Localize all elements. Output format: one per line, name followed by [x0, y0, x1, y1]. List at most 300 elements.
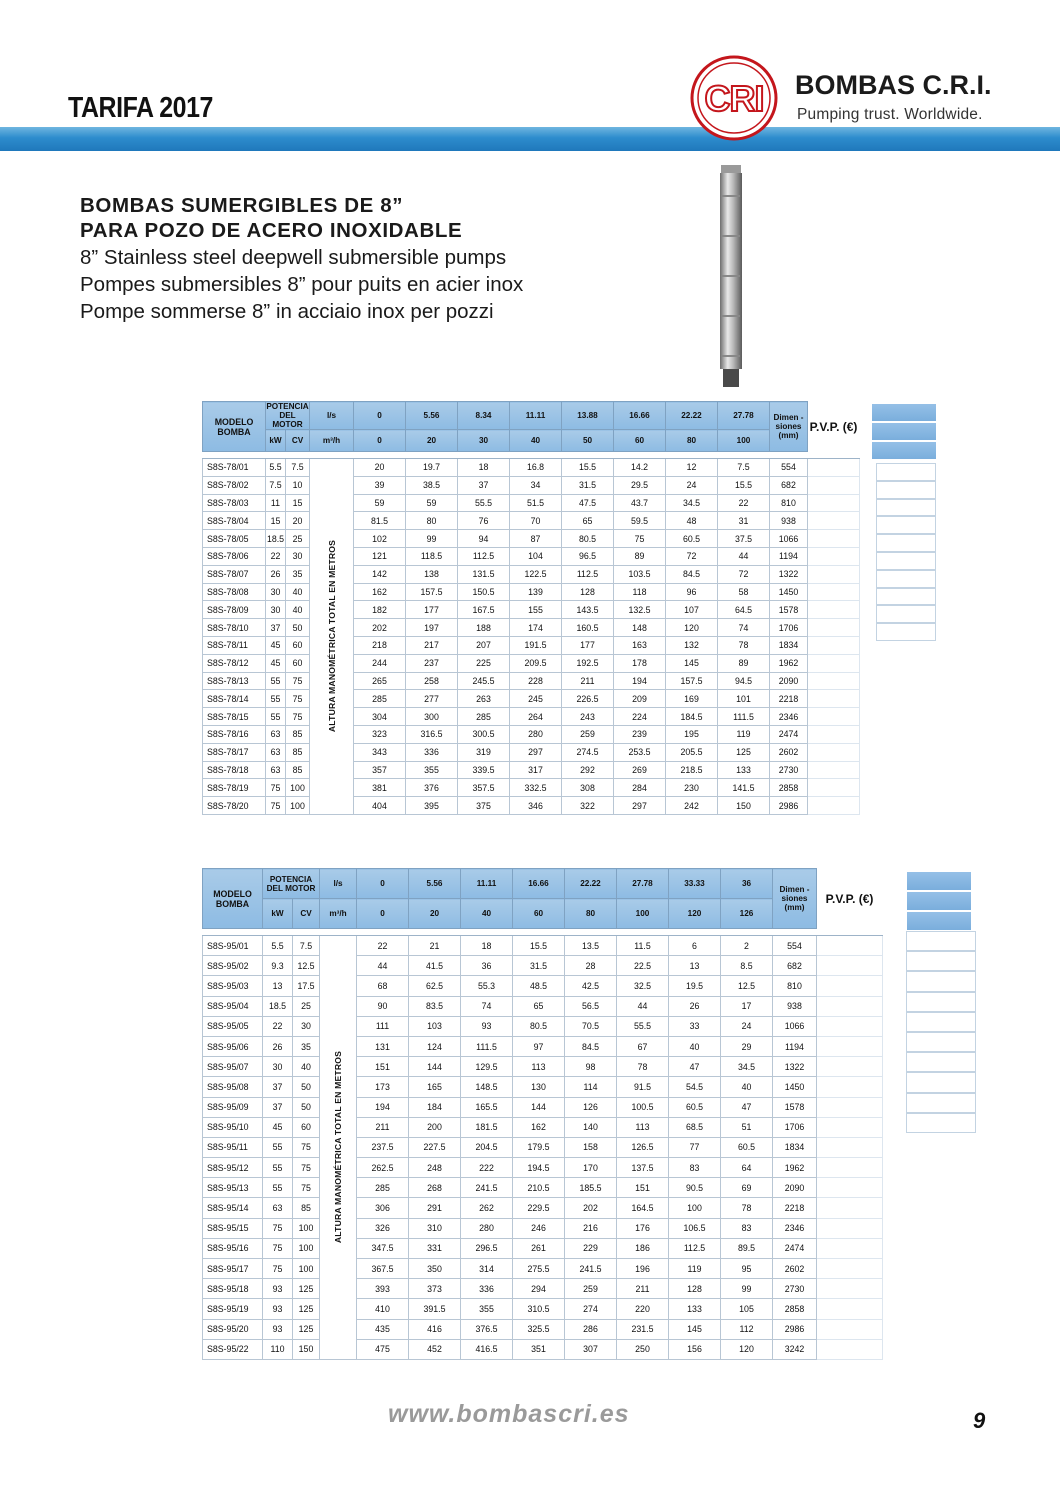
head-value-cell: 19.7 — [406, 459, 458, 477]
table-row — [203, 459, 860, 477]
head-value-cell: 60.5 — [721, 1137, 773, 1157]
cv-cell: 40 — [286, 583, 310, 601]
head-value-cell: 140 — [565, 1117, 617, 1137]
empty-box — [876, 552, 936, 570]
head-value-cell: 62.5 — [409, 976, 461, 996]
kw-cell: 75 — [263, 1218, 293, 1238]
kw-cell: 93 — [263, 1319, 293, 1339]
cv-cell: 50 — [293, 1077, 320, 1097]
head-value-cell: 376 — [406, 779, 458, 797]
kw-cell: 26 — [263, 1036, 293, 1056]
price-cell — [817, 1259, 883, 1279]
flow-ls: 8.34 — [458, 402, 510, 430]
table-row — [203, 1137, 883, 1157]
head-value-cell: 269 — [614, 761, 666, 779]
head-value-cell: 202 — [565, 1198, 617, 1218]
flow-ls: 13.88 — [562, 402, 614, 430]
brand-name: BOMBAS C.R.I. — [795, 70, 992, 100]
kw-cell: 11 — [266, 494, 286, 512]
head-value-cell: 111 — [357, 1016, 409, 1036]
model-cell: S8S-78/02 — [203, 476, 266, 494]
table-row — [203, 1158, 883, 1178]
pump-table-95 — [202, 868, 883, 1360]
dims-cell: 2474 — [773, 1238, 817, 1258]
dims-cell: 1834 — [770, 636, 808, 654]
head-value-cell: 207 — [458, 636, 510, 654]
cv-cell: 30 — [293, 1016, 320, 1036]
head-value-cell: 246 — [513, 1218, 565, 1238]
head-value-cell: 343 — [354, 743, 406, 761]
head-value-cell: 6 — [669, 936, 721, 956]
empty-box — [871, 403, 937, 422]
head-value-cell: 132.5 — [614, 601, 666, 619]
cv-cell: 100 — [293, 1218, 320, 1238]
flow-m3h: 80 — [565, 899, 617, 929]
head-value-cell: 70 — [510, 512, 562, 530]
head-value-cell: 19.5 — [669, 976, 721, 996]
kw-cell: 15 — [266, 512, 286, 530]
table-row — [203, 601, 860, 619]
head-value-cell: 47.5 — [562, 494, 614, 512]
head-value-cell: 179.5 — [513, 1137, 565, 1157]
pump-image — [718, 165, 744, 387]
flow-m3h: 100 — [718, 430, 770, 452]
head-value-cell: 210.5 — [513, 1178, 565, 1198]
head-value-cell: 259 — [565, 1279, 617, 1299]
head-value-cell: 145 — [669, 1319, 721, 1339]
head-value-cell: 91.5 — [617, 1077, 669, 1097]
table-row — [203, 779, 860, 797]
head-value-cell: 319 — [458, 743, 510, 761]
head-axis-label: ALTURA MANOMÉTRICA TOTAL EN METROS — [326, 540, 337, 733]
table-row — [203, 1077, 883, 1097]
dims-cell: 810 — [770, 494, 808, 512]
cri-logo — [690, 55, 778, 141]
dims-cell: 1066 — [770, 530, 808, 548]
head-value-cell: 143.5 — [562, 601, 614, 619]
head-value-cell: 163 — [614, 636, 666, 654]
model-cell: S8S-78/14 — [203, 690, 266, 708]
model-cell: S8S-78/13 — [203, 672, 266, 690]
head-value-cell: 118 — [614, 583, 666, 601]
head-value-cell: 78 — [617, 1057, 669, 1077]
price-cell — [817, 956, 883, 976]
head-value-cell: 155 — [510, 601, 562, 619]
head-value-cell: 128 — [562, 583, 614, 601]
head-value-cell: 331 — [409, 1238, 461, 1258]
table-row — [203, 565, 860, 583]
table-row — [203, 530, 860, 548]
head-value-cell: 31 — [718, 512, 770, 530]
empty-box — [876, 516, 936, 534]
kw-cell: 45 — [266, 654, 286, 672]
flow-m3h: 120 — [669, 899, 721, 929]
price-cell — [808, 636, 860, 654]
kw-cell: 22 — [263, 1016, 293, 1036]
model-cell: S8S-78/09 — [203, 601, 266, 619]
head-value-cell: 211 — [357, 1117, 409, 1137]
head-value-cell: 16.8 — [510, 459, 562, 477]
cv-cell: 60 — [286, 636, 310, 654]
price-cell — [808, 601, 860, 619]
head-value-cell: 351 — [513, 1339, 565, 1359]
price-cell — [817, 1198, 883, 1218]
head-value-cell: 37 — [458, 476, 510, 494]
table-row — [203, 725, 860, 743]
dims-cell: 682 — [770, 476, 808, 494]
head-value-cell: 222 — [461, 1158, 513, 1178]
empty-box — [876, 463, 936, 481]
model-cell: S8S-95/09 — [203, 1097, 263, 1117]
col-cv-header: CV — [286, 430, 310, 452]
price-cell — [808, 512, 860, 530]
col-power-header: POTENCIA DEL MOTOR — [263, 869, 320, 899]
head-value-cell: 229.5 — [513, 1198, 565, 1218]
head-value-cell: 74 — [461, 996, 513, 1016]
model-cell: S8S-95/06 — [203, 1036, 263, 1056]
col-cv-header: CV — [293, 899, 320, 929]
head-value-cell: 34.5 — [666, 494, 718, 512]
head-value-cell: 357 — [354, 761, 406, 779]
table-row — [203, 1259, 883, 1279]
head-value-cell: 31.5 — [513, 956, 565, 976]
head-value-cell: 224 — [614, 708, 666, 726]
head-value-cell: 292 — [562, 761, 614, 779]
table-row — [203, 1178, 883, 1198]
head-value-cell: 174 — [510, 619, 562, 637]
head-value-cell: 204.5 — [461, 1137, 513, 1157]
col-power-header: POTENCIA DEL MOTOR — [266, 402, 309, 429]
head-value-cell: 118.5 — [406, 547, 458, 565]
head-value-cell: 176 — [617, 1218, 669, 1238]
cv-cell: 85 — [286, 743, 310, 761]
kw-cell: 110 — [263, 1339, 293, 1359]
head-value-cell: 41.5 — [409, 956, 461, 976]
head-value-cell: 64.5 — [718, 601, 770, 619]
head-value-cell: 80.5 — [513, 1016, 565, 1036]
head-value-cell: 132 — [666, 636, 718, 654]
head-value-cell: 376.5 — [461, 1319, 513, 1339]
cv-cell: 40 — [286, 601, 310, 619]
head-value-cell: 144 — [513, 1097, 565, 1117]
head-value-cell: 410 — [357, 1299, 409, 1319]
flow-m3h: 40 — [510, 430, 562, 452]
head-value-cell: 80 — [406, 512, 458, 530]
head-value-cell: 69 — [721, 1178, 773, 1198]
model-cell: S8S-95/10 — [203, 1117, 263, 1137]
head-value-cell: 12.5 — [721, 976, 773, 996]
head-value-cell: 99 — [406, 530, 458, 548]
head-value-cell: 51 — [721, 1117, 773, 1137]
flow-m3h: 100 — [617, 899, 669, 929]
head-value-cell: 200 — [409, 1117, 461, 1137]
head-value-cell: 245.5 — [458, 672, 510, 690]
head-value-cell: 285 — [458, 708, 510, 726]
empty-box — [876, 605, 936, 623]
side-label-cell — [320, 936, 357, 1360]
head-value-cell: 87 — [510, 530, 562, 548]
col-ls-header: l/s — [320, 869, 357, 899]
dims-cell: 2858 — [770, 779, 808, 797]
head-value-cell: 74 — [718, 619, 770, 637]
head-value-cell: 184 — [409, 1097, 461, 1117]
flow-m3h: 60 — [614, 430, 666, 452]
head-value-cell: 68 — [357, 976, 409, 996]
dims-cell: 3242 — [773, 1339, 817, 1359]
empty-box — [876, 499, 936, 517]
table-row — [203, 1319, 883, 1339]
cv-cell: 75 — [286, 708, 310, 726]
dims-cell: 2730 — [770, 761, 808, 779]
head-value-cell: 89 — [614, 547, 666, 565]
head-value-cell: 280 — [461, 1218, 513, 1238]
empty-box — [906, 992, 976, 1012]
table-row — [203, 1036, 883, 1056]
head-value-cell: 17 — [721, 996, 773, 1016]
head-value-cell: 151 — [617, 1178, 669, 1198]
cv-cell: 100 — [293, 1238, 320, 1258]
head-value-cell: 151 — [357, 1057, 409, 1077]
empty-box — [871, 441, 937, 460]
head-value-cell: 307 — [565, 1339, 617, 1359]
head-value-cell: 124 — [409, 1036, 461, 1056]
head-value-cell: 138 — [406, 565, 458, 583]
head-value-cell: 306 — [357, 1198, 409, 1218]
cv-cell: 60 — [293, 1117, 320, 1137]
head-value-cell: 72 — [666, 547, 718, 565]
head-value-cell: 44 — [617, 996, 669, 1016]
cv-cell: 7.5 — [286, 459, 310, 477]
kw-cell: 13 — [263, 976, 293, 996]
head-value-cell: 119 — [669, 1259, 721, 1279]
kw-cell: 63 — [266, 761, 286, 779]
table-row — [203, 1339, 883, 1359]
model-cell: S8S-78/05 — [203, 530, 266, 548]
empty-box — [906, 1052, 976, 1072]
kw-cell: 37 — [266, 619, 286, 637]
head-value-cell: 98 — [565, 1057, 617, 1077]
dims-cell: 2986 — [773, 1319, 817, 1339]
head-value-cell: 96.5 — [562, 547, 614, 565]
kw-cell: 18.5 — [266, 530, 286, 548]
head-value-cell: 316.5 — [406, 725, 458, 743]
cv-cell: 150 — [293, 1339, 320, 1359]
footer-url[interactable]: www.bombascri.es — [388, 1400, 630, 1428]
head-value-cell: 336 — [406, 743, 458, 761]
head-value-cell: 8.5 — [721, 956, 773, 976]
title-it: Pompe sommerse 8” in acciaio inox per pozzi — [80, 300, 494, 323]
empty-box — [876, 623, 936, 641]
head-value-cell: 139 — [510, 583, 562, 601]
head-value-cell: 81.5 — [354, 512, 406, 530]
table-row — [203, 1016, 883, 1036]
model-cell: S8S-95/12 — [203, 1158, 263, 1178]
price-cell — [817, 1097, 883, 1117]
model-cell: S8S-95/18 — [203, 1279, 263, 1299]
head-value-cell: 36 — [461, 956, 513, 976]
flow-m3h: 126 — [721, 899, 773, 929]
dims-cell: 2474 — [770, 725, 808, 743]
head-value-cell: 285 — [357, 1178, 409, 1198]
head-value-cell: 248 — [409, 1158, 461, 1178]
kw-cell: 55 — [266, 672, 286, 690]
head-value-cell: 291 — [409, 1198, 461, 1218]
flow-ls: 0 — [354, 402, 406, 430]
cv-cell: 75 — [286, 672, 310, 690]
head-value-cell: 112.5 — [458, 547, 510, 565]
model-cell: S8S-95/20 — [203, 1319, 263, 1339]
head-value-cell: 325.5 — [513, 1319, 565, 1339]
head-value-cell: 68.5 — [669, 1117, 721, 1137]
head-value-cell: 148.5 — [461, 1077, 513, 1097]
head-value-cell: 84.5 — [565, 1036, 617, 1056]
dims-cell: 1962 — [770, 654, 808, 672]
table-row — [203, 708, 860, 726]
head-value-cell: 355 — [461, 1299, 513, 1319]
head-value-cell: 113 — [513, 1057, 565, 1077]
head-value-cell: 230 — [666, 779, 718, 797]
head-value-cell: 84.5 — [666, 565, 718, 583]
dims-cell: 2346 — [770, 708, 808, 726]
head-value-cell: 262.5 — [357, 1158, 409, 1178]
head-value-cell: 112.5 — [669, 1238, 721, 1258]
table-row — [203, 743, 860, 761]
head-value-cell: 157.5 — [406, 583, 458, 601]
flow-ls: 27.78 — [718, 402, 770, 430]
head-value-cell: 196 — [617, 1259, 669, 1279]
dims-cell: 2090 — [770, 672, 808, 690]
head-value-cell: 104 — [510, 547, 562, 565]
model-cell: S8S-78/10 — [203, 619, 266, 637]
dims-cell: 1322 — [770, 565, 808, 583]
dims-cell: 2602 — [770, 743, 808, 761]
head-value-cell: 105 — [721, 1299, 773, 1319]
dims-cell: 554 — [770, 459, 808, 477]
head-value-cell: 194 — [614, 672, 666, 690]
head-value-cell: 44 — [718, 547, 770, 565]
cv-cell: 75 — [286, 690, 310, 708]
col-dims-header: Dimen -siones (mm) — [773, 869, 817, 929]
head-value-cell: 218 — [354, 636, 406, 654]
head-value-cell: 94 — [458, 530, 510, 548]
head-value-cell: 225 — [458, 654, 510, 672]
head-value-cell: 323 — [354, 725, 406, 743]
cv-cell: 75 — [293, 1158, 320, 1178]
head-value-cell: 160.5 — [562, 619, 614, 637]
dims-cell: 2346 — [773, 1218, 817, 1238]
head-value-cell: 103 — [409, 1016, 461, 1036]
head-value-cell: 395 — [406, 797, 458, 815]
head-value-cell: 131 — [357, 1036, 409, 1056]
price-cell — [808, 743, 860, 761]
head-value-cell: 100 — [669, 1198, 721, 1218]
dims-cell: 1450 — [770, 583, 808, 601]
head-value-cell: 43.7 — [614, 494, 666, 512]
kw-cell: 37 — [263, 1077, 293, 1097]
kw-cell: 30 — [266, 601, 286, 619]
dims-cell: 1962 — [773, 1158, 817, 1178]
head-value-cell: 15.5 — [718, 476, 770, 494]
head-value-cell: 29 — [721, 1036, 773, 1056]
title-es-line1: BOMBAS SUMERGIBLES DE 8” — [80, 194, 404, 217]
head-value-cell: 48 — [666, 512, 718, 530]
dims-cell: 1706 — [773, 1117, 817, 1137]
head-value-cell: 375 — [458, 797, 510, 815]
side-label-cell — [310, 459, 354, 815]
head-value-cell: 83 — [669, 1158, 721, 1178]
dims-cell: 810 — [773, 976, 817, 996]
empty-box — [876, 588, 936, 606]
head-value-cell: 268 — [409, 1178, 461, 1198]
head-value-cell: 99 — [721, 1279, 773, 1299]
cv-cell: 50 — [286, 619, 310, 637]
head-value-cell: 336 — [461, 1279, 513, 1299]
head-value-cell: 22 — [718, 494, 770, 512]
head-value-cell: 145 — [666, 654, 718, 672]
head-value-cell: 47 — [721, 1097, 773, 1117]
head-value-cell: 357.5 — [458, 779, 510, 797]
head-value-cell: 297 — [614, 797, 666, 815]
head-value-cell: 404 — [354, 797, 406, 815]
head-value-cell: 28 — [565, 956, 617, 976]
cv-cell: 85 — [286, 725, 310, 743]
dims-cell: 1706 — [770, 619, 808, 637]
dims-cell: 1194 — [770, 547, 808, 565]
price-cell — [808, 547, 860, 565]
flow-ls: 16.66 — [513, 869, 565, 899]
head-value-cell: 304 — [354, 708, 406, 726]
flow-ls: 22.22 — [565, 869, 617, 899]
head-value-cell: 65 — [513, 996, 565, 1016]
cv-cell: 75 — [293, 1137, 320, 1157]
cv-cell: 15 — [286, 494, 310, 512]
header-band — [0, 127, 1060, 151]
table-row — [203, 1198, 883, 1218]
pump-table-78 — [202, 401, 860, 815]
head-value-cell: 239 — [614, 725, 666, 743]
head-value-cell: 452 — [409, 1339, 461, 1359]
head-value-cell: 195 — [666, 725, 718, 743]
table-row — [203, 512, 860, 530]
head-value-cell: 243 — [562, 708, 614, 726]
price-cell — [817, 1279, 883, 1299]
head-value-cell: 162 — [354, 583, 406, 601]
head-value-cell: 194.5 — [513, 1158, 565, 1178]
head-value-cell: 120 — [721, 1339, 773, 1359]
empty-box — [906, 911, 972, 931]
head-value-cell: 75 — [614, 530, 666, 548]
kw-cell: 5.5 — [263, 936, 293, 956]
head-value-cell: 339.5 — [458, 761, 510, 779]
head-value-cell: 194 — [357, 1097, 409, 1117]
price-cell — [808, 708, 860, 726]
head-value-cell: 90.5 — [669, 1178, 721, 1198]
head-value-cell: 55.5 — [458, 494, 510, 512]
head-value-cell: 227.5 — [409, 1137, 461, 1157]
flow-m3h: 40 — [461, 899, 513, 929]
model-cell: S8S-78/12 — [203, 654, 266, 672]
flow-ls: 16.66 — [614, 402, 666, 430]
head-value-cell: 14.2 — [614, 459, 666, 477]
head-value-cell: 78 — [721, 1198, 773, 1218]
empty-box — [906, 931, 976, 951]
kw-cell: 55 — [266, 690, 286, 708]
head-value-cell: 112 — [721, 1319, 773, 1339]
empty-box — [906, 1072, 976, 1092]
model-cell: S8S-78/16 — [203, 725, 266, 743]
head-value-cell: 51.5 — [510, 494, 562, 512]
head-value-cell: 381 — [354, 779, 406, 797]
